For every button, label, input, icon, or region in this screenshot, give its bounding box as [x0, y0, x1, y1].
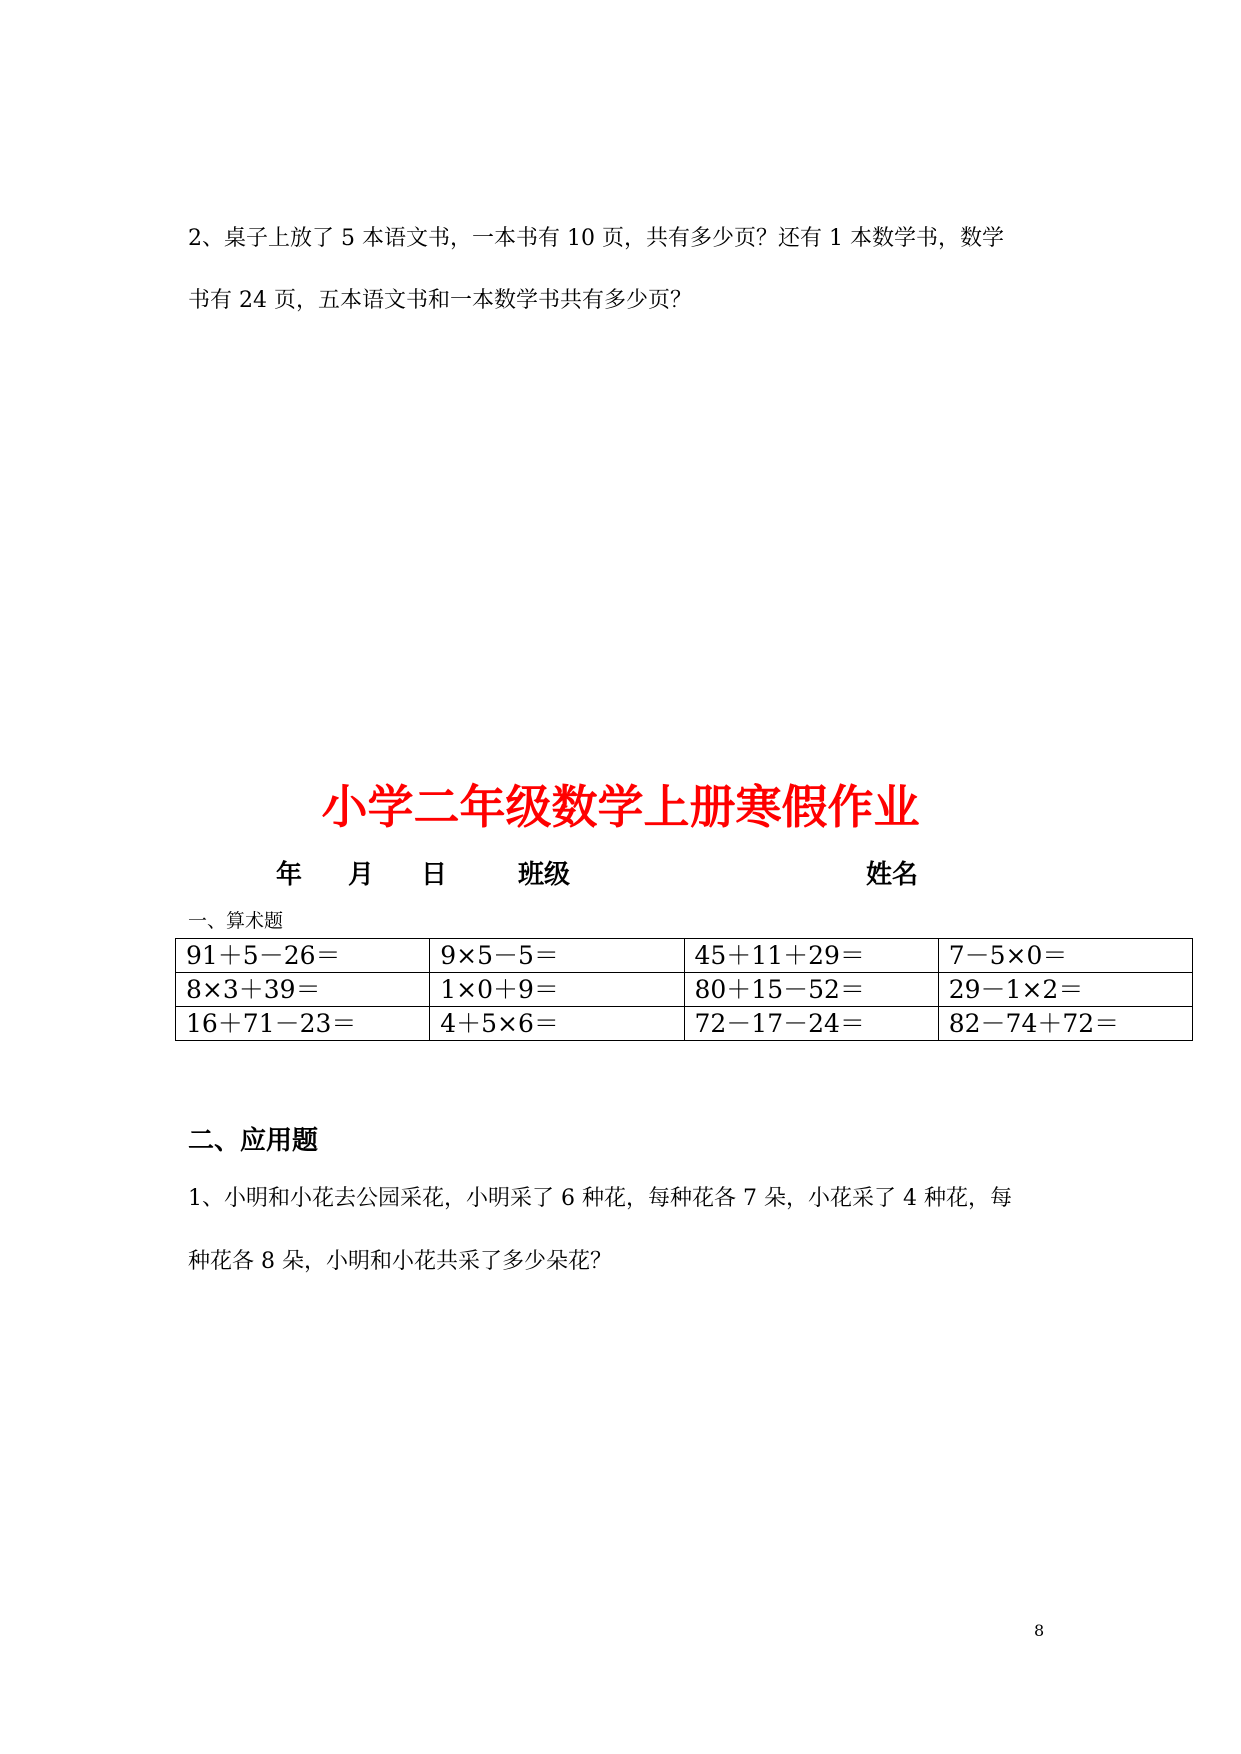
arithmetic-cell: 8×3＋39＝ [176, 973, 430, 1007]
arithmetic-cell: 91＋5－26＝ [176, 939, 430, 973]
table-row [176, 939, 1193, 973]
arithmetic-cell: 80＋15－52＝ [684, 973, 938, 1007]
section-1-heading: 一、算术题 [188, 910, 284, 932]
arithmetic-cell: 45＋11＋29＝ [684, 939, 938, 973]
header-name-label: 姓名 [866, 860, 919, 890]
section-2-heading: 二、应用题 [188, 1126, 319, 1156]
arithmetic-cell: 1×0＋9＝ [430, 973, 684, 1007]
problem-2-line-2: 书有 24 页，五本语文书和一本数学书共有多少页？ [188, 288, 692, 313]
arithmetic-cell: 7－5×0＝ [938, 939, 1192, 973]
header-year-label: 年 [276, 860, 303, 890]
arithmetic-cell: 16＋71－23＝ [176, 1007, 430, 1041]
table-row [176, 973, 1193, 1007]
arithmetic-table [175, 938, 1193, 1041]
problem-1-line-1: 1、小明和小花去公园采花，小明采了 6 种花，每种花各 7 朵，小花采了 4 种花，每 [188, 1186, 1012, 1211]
arithmetic-cell: 72－17－24＝ [684, 1007, 938, 1041]
page-number: 8 [1034, 1621, 1045, 1640]
worksheet-title: 小学二年级数学上册寒假作业 [321, 780, 920, 834]
header-class-label: 班级 [518, 860, 571, 890]
arithmetic-cell: 82－74＋72＝ [938, 1007, 1192, 1041]
table-row [176, 1007, 1193, 1041]
header-day-label: 日 [421, 860, 448, 890]
problem-2-line-1: 2、桌子上放了 5 本语文书，一本书有 10 页，共有多少页？还有 1 本数学书，数学 [188, 226, 1004, 251]
header-month-label: 月 [348, 860, 375, 890]
problem-1-line-2: 种花各 8 朵，小明和小花共采了多少朵花？ [188, 1249, 612, 1274]
arithmetic-cell: 29－1×2＝ [938, 973, 1192, 1007]
arithmetic-cell: 9×5－5＝ [430, 939, 684, 973]
arithmetic-cell: 4＋5×6＝ [430, 1007, 684, 1041]
